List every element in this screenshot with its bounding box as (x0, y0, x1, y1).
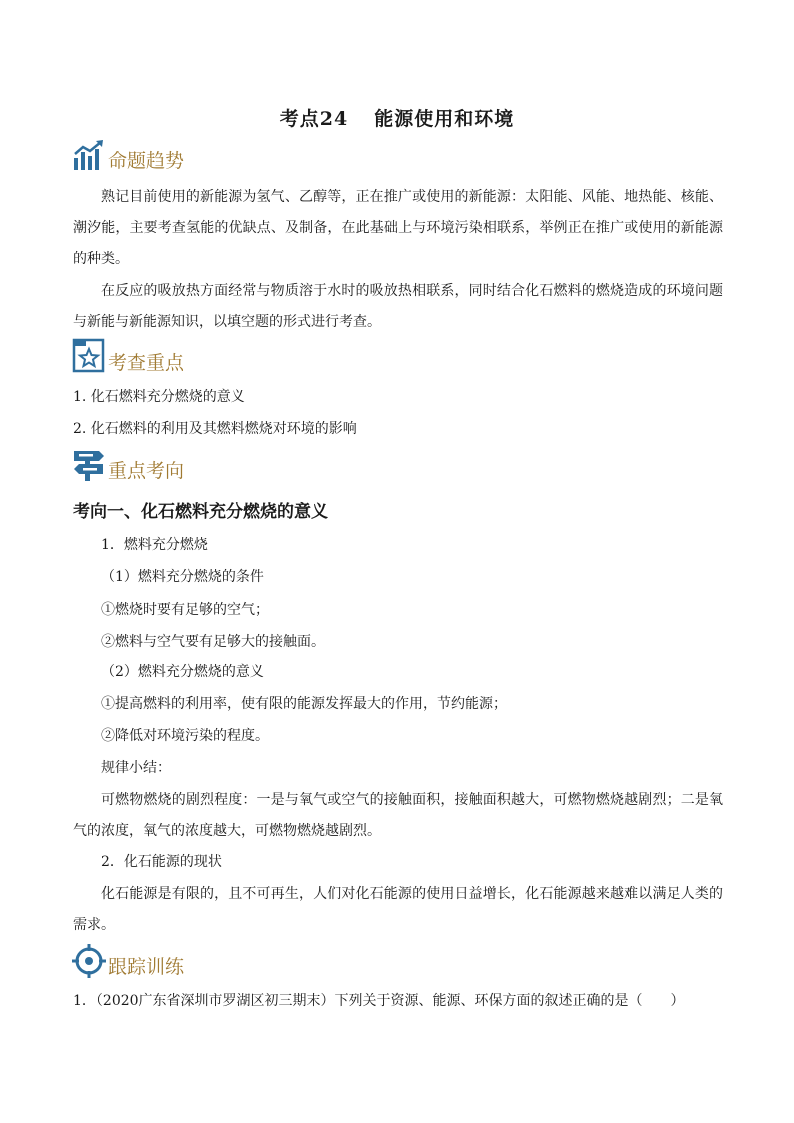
trend-paragraph-2: 在反应的吸放热方面经常与物质溶于水时的吸放热相联系，同时结合化石燃料的燃烧造成的环境问题与新能与新能源知识，以填空题的形式进行考查。 (73, 283, 723, 330)
direction-line-8: 规律小结： (101, 760, 171, 776)
direction-line-5: （2）燃料充分燃烧的意义 (101, 664, 264, 680)
star-folder-icon (72, 338, 106, 374)
section-label-practice: 跟踪训练 (108, 956, 185, 978)
direction-line-4: ②燃料与空气要有足够大的接触面。 (101, 634, 325, 650)
trend-paragraph-1: 熟记目前使用的新能源为氢气、乙醇等，正在推广或使用的新能源：太阳能、风能、地热能、核能、潮汐能，主要考查氢能的优缺点、及制备，在此基础上与环境污染相联系，举例正在推广或使用的新能源的种类。 (73, 189, 723, 267)
direction-line-3: ①燃烧时要有足够的空气； (101, 602, 269, 618)
direction-heading: 考向一、化石燃料充分燃烧的意义 (73, 502, 328, 522)
section-header-key (72, 340, 184, 374)
title-code: 考点24 (279, 108, 349, 130)
target-crosshair-icon (72, 944, 106, 978)
section-header-trend (72, 138, 184, 172)
title-topic: 能源使用和环境 (374, 108, 515, 130)
key-point-1: 1. 化石燃料充分燃烧的意义 (73, 389, 245, 405)
section-label-key: 考查重点 (108, 352, 185, 374)
section-header-direction (72, 448, 184, 482)
section-label-trend: 命题趋势 (108, 150, 185, 172)
fossil-heading: 2．化石能源的现状 (101, 854, 222, 870)
direction-line-7: ②降低对环境污染的程度。 (101, 728, 269, 744)
page-title (0, 104, 794, 131)
summary-paragraph: 可燃物燃烧的剧烈程度：一是与氧气或空气的接触面积，接触面积越大，可燃物燃烧越剧烈；二是氧气的浓度，氧气的浓度越大，可燃物燃烧越剧烈。 (73, 792, 723, 839)
direction-line-6: ①提高燃料的利用率，使有限的能源发挥最大的作用，节约能源； (101, 696, 507, 712)
practice-question-1: 1．（2020广东省深圳市罗湖区初三期末）下列关于资源、能源、环保方面的叙述正确的是（ ） (73, 993, 685, 1009)
section-label-direction: 重点考向 (108, 460, 185, 482)
bar-chart-trend-icon (72, 140, 106, 172)
direction-line-2: （1）燃料充分燃烧的条件 (101, 569, 264, 585)
direction-line-1: 1．燃料充分燃烧 (101, 537, 208, 553)
key-point-2: 2. 化石燃料的利用及其燃料燃烧对环境的影响 (73, 421, 357, 437)
signpost-icon (72, 448, 106, 482)
section-header-practice (72, 944, 184, 978)
fossil-paragraph: 化石能源是有限的，且不可再生，人们对化石能源的使用日益增长，化石能源越来越难以满足人类的需求。 (73, 886, 723, 933)
